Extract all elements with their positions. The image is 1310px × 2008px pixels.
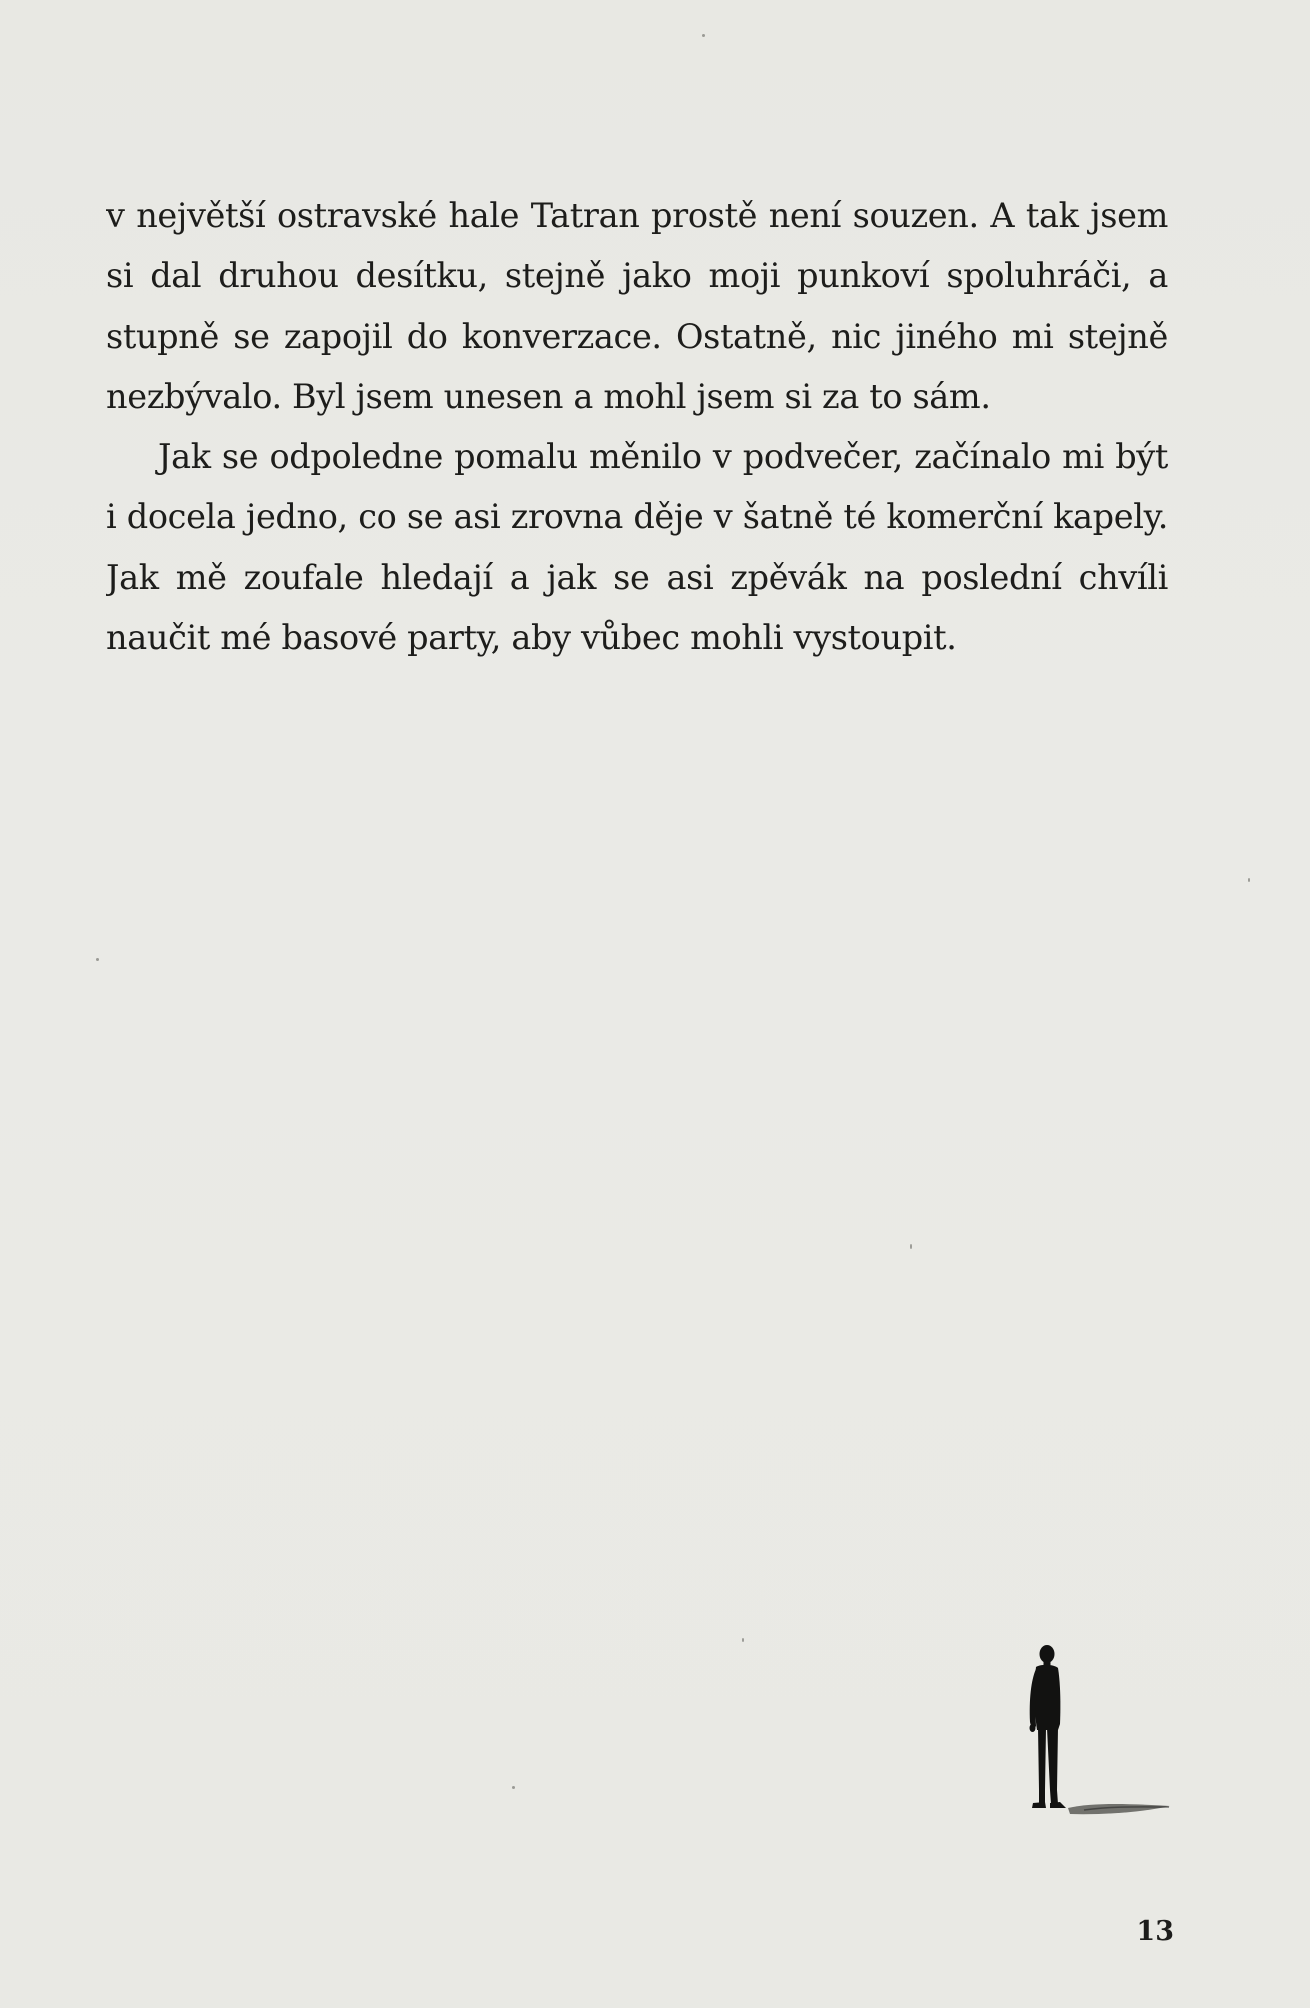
- text-line: v největší ostravské hale Tatran prostě není souzen. A tak jsem: [106, 196, 1168, 235]
- text-line: Jak mě zoufale hledají a jak se asi zpěvák na poslední chvíli: [106, 557, 1168, 597]
- body-text: [106, 186, 1168, 668]
- text-line: Jak se odpoledne pomalu měnilo v podvečer, začínalo mi být: [158, 437, 1168, 477]
- paper-speck: [910, 1244, 912, 1249]
- paper-speck: [512, 1786, 515, 1789]
- paper-speck: [1248, 878, 1250, 882]
- text-line: nezbývalo. Byl jsem unesen a mohl jsem si za to sám.: [106, 376, 991, 416]
- text-line: si dal druhou desítku, stejně jako moji punkoví spoluhráči, a: [106, 256, 1168, 296]
- paper-speck: [702, 34, 705, 37]
- text-line: naučit mé basové party, aby vůbec mohli vystoupit.: [106, 618, 957, 658]
- standing-man-silhouette-icon: [1024, 1640, 1174, 1820]
- paper-speck: [742, 1638, 744, 1642]
- text-line: i docela jedno, co se asi zrovna děje v šatně té komerční kapely.: [106, 497, 1168, 537]
- page-number: 13: [1136, 1916, 1174, 1947]
- text-line: stupně se zapojil do konverzace. Ostatně, nic jiného mi stejně: [106, 316, 1168, 356]
- paper-speck: [96, 958, 99, 961]
